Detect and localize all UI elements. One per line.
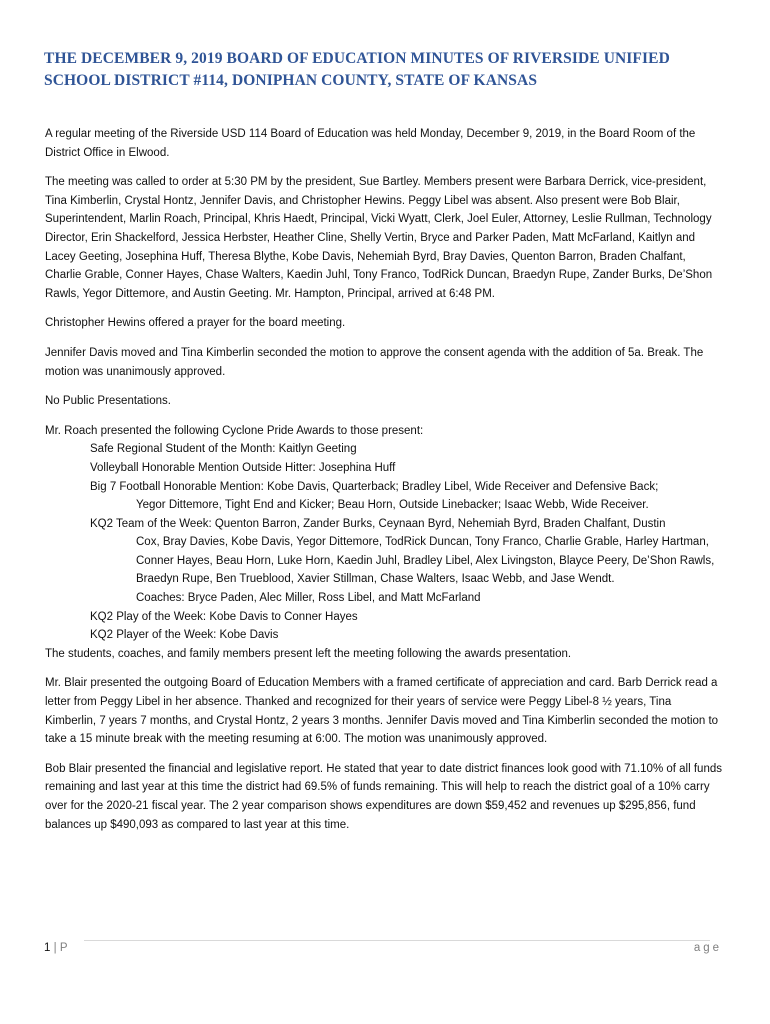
awards-section <box>45 422 725 664</box>
paragraph-financial-report: Bob Blair presented the financial and legislative report. He stated that year to date district finances look good with 71.10% of all funds remaining and last year at this time the district had 69.5% of funds remaining. This will help to reach the district goal of a 10% carry over for the 2020-21 fiscal year. The 2 year comparison shows expenditures are down $59,452 and revenues up $295,856, fund balances up $490,093 as compared to last year at this time. <box>45 762 722 831</box>
award-item: KQ2 Player of the Week: Kobe Davis <box>90 629 279 642</box>
paragraph-meeting-location: A regular meeting of the Riverside USD 114 Board of Education was held Monday, December 9, 2019, in the Board Room of the District Office in Elwood. <box>45 128 696 159</box>
footer-page-number <box>44 942 67 954</box>
minutes-body <box>45 125 725 845</box>
award-coaches: Coaches: Bryce Paden, Alec Miller, Ross Libel, and Matt McFarland <box>136 592 481 605</box>
award-item-continuation: Cox, Bray Davies, Kobe Davis, Yegor Dittemore, TodRick Duncan, Tony Franco, Charlie Grable, Harley Hartman, Conner Hayes, Beau Horn, Luke Horn, Kaedin Juhl, Bradley Libel, Alex Livingston, Blayce Peery, De’Shon Rawls, Braedyn Rupe, Ben Trueblood, Xavier Stillman, Chase Walters, Isaac Webb, and Jase Wendt. <box>136 536 715 586</box>
award-item: KQ2 Play of the Week: Kobe Davis to Conner Hayes <box>90 610 358 623</box>
award-item: Big 7 Football Honorable Mention: Kobe Davis, Quarterback; Bradley Libel, Wide Receiver and Defensive Back; <box>90 480 659 493</box>
awards-outro: The students, coaches, and family members present left the meeting following the awards presentation. <box>45 647 572 660</box>
page-number: 1 <box>44 942 51 954</box>
paragraph-outgoing-members: Mr. Blair presented the outgoing Board of Education Members with a framed certificate of appreciation and card. Barb Derrick read a letter from Peggy Libel in her absence. Thanked and recognized for their years of service were Peggy Libel-8 ½ years, Tina Kimberlin, 7 years 7 months, and Crystal Hontz, 2 years 3 months. Jennifer Davis moved and Tina Kimberlin seconded the motion to take a 15 minute break with the meeting resuming at 6:00. The motion was unanimously approved. <box>45 677 719 746</box>
page-footer <box>0 940 770 962</box>
footer-page-label-start: P <box>59 942 68 954</box>
award-item: KQ2 Team of the Week: Quenton Barron, Zander Burks, Ceynaan Byrd, Nehemiah Byrd, Braden Chalfant, Dustin <box>90 517 666 530</box>
award-item-continuation: Yegor Dittemore, Tight End and Kicker; Beau Horn, Outside Linebacker; Isaac Webb, Wide Receiver. <box>136 499 649 512</box>
awards-intro: Mr. Roach presented the following Cyclone Pride Awards to those present: <box>45 424 424 437</box>
paragraph-public-presentations: No Public Presentations. <box>45 395 171 408</box>
footer-divider <box>84 940 710 941</box>
footer-page-label-end: age <box>693 942 722 954</box>
paragraph-attendance: The meeting was called to order at 5:30 PM by the president, Sue Bartley. Members present were Barbara Derrick, vice-president, Tina Kimberlin, Crystal Hontz, Jennifer Davis, and Christopher Hewins. Peggy Libel was absent. Also present were Bob Blair, Superintendent, Marlin Roach, Principal, Khris Haedt, Principal, Vicki Wyatt, Clerk, Joel Euler, Attorney, Leslie Rullman, Technology Director, Erin Shackelford, Jessica Herbster, Heather Cline, Shelly Vertin, Bryce and Parker Paden, Matt McFarland, Kaitlyn and Lacey Geeting, Josephina Huff, Theresa Blythe, Kobe Davis, Nehemiah Byrd, Bray Davies, Quenton Barron, Braden Chalfant, Charlie Grable, Conner Hayes, Chase Walters, Kaedin Juhl, Tony Franco, TodRick Duncan, Braedyn Rupe, Zander Burks, De’Shon Rawls, Yegor Dittemore, and Austin Geeting. Mr. Hampton, Principal, arrived at 6:48 PM. <box>45 176 713 300</box>
paragraph-prayer: Christopher Hewins offered a prayer for the board meeting. <box>45 317 346 330</box>
award-item: Safe Regional Student of the Month: Kaitlyn Geeting <box>90 443 357 456</box>
document-title: THE DECEMBER 9, 2019 BOARD OF EDUCATION MINUTES OF RIVERSIDE UNIFIED SCHOOL DISTRICT #114, DONIPHAN COUNTY, STATE OF KANSAS <box>44 50 670 89</box>
footer-separator: | <box>53 942 57 954</box>
paragraph-consent-agenda: Jennifer Davis moved and Tina Kimberlin seconded the motion to approve the consent agenda with the addition of 5a. Break. The motion was unanimously approved. <box>45 346 704 378</box>
award-item: Volleyball Honorable Mention Outside Hitter: Josephina Huff <box>90 461 396 474</box>
